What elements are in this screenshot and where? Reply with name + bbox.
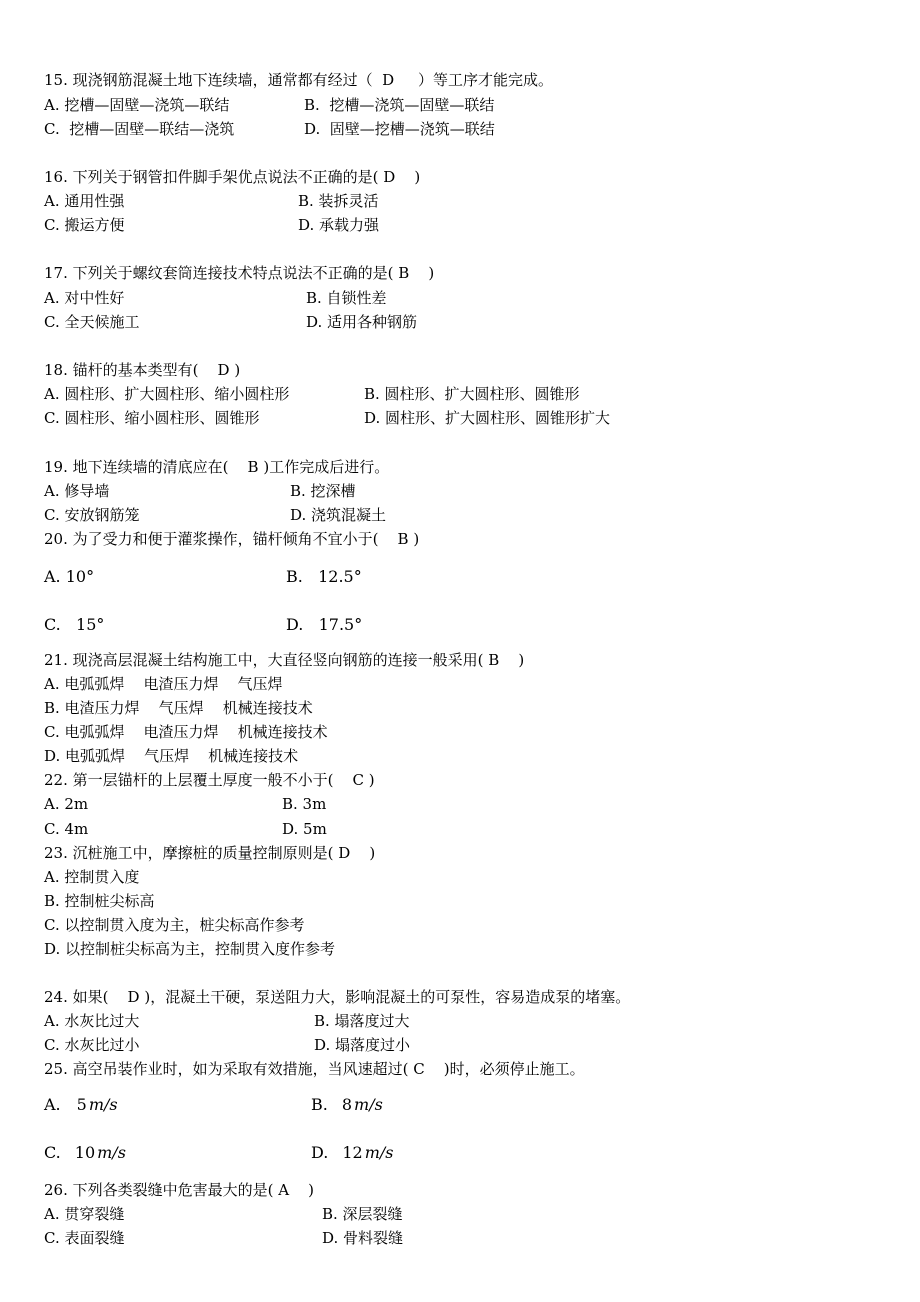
question-15-option-d: D. 固壁—挖槽—浇筑—联结 — [304, 120, 495, 138]
question-21-option-b: B. 电渣压力焊 气压焊 机械连接技术 — [44, 699, 313, 717]
option-b-letter: B. — [311, 1095, 328, 1114]
option-d-unit: m/s — [364, 1143, 394, 1162]
question-19-stem: 19. 地下连续墙的清底应在( B )工作完成后进行。 — [44, 458, 390, 476]
question-20-option-a: A. 10° — [44, 567, 95, 586]
question-16-option-a: A. 通用性强 — [44, 192, 125, 210]
question-20-option-b: B. 12.5° — [286, 567, 362, 586]
question-22-option-d: D. 5m — [282, 820, 327, 838]
question-25-option-b — [311, 1096, 383, 1114]
question-23-option-b: B. 控制桩尖标高 — [44, 892, 155, 910]
question-17-option-b: B. 自锁性差 — [306, 289, 387, 307]
question-25-option-a — [44, 1096, 118, 1114]
question-20-option-d: D. 17.5° — [286, 615, 363, 634]
question-15-option-b: B. 挖槽—浇筑—固壁—联结 — [304, 96, 495, 114]
question-23-option-c: C. 以控制贯入度为主，桩尖标高作参考 — [44, 916, 305, 934]
option-a-letter: A. — [44, 1095, 61, 1114]
question-22-option-a: A. 2m — [44, 795, 89, 813]
option-c-letter: C. — [44, 1143, 61, 1162]
question-26-option-c: C. 表面裂缝 — [44, 1229, 125, 1247]
question-21-option-c: C. 电弧弧焊 电渣压力焊 机械连接技术 — [44, 723, 328, 741]
option-a-unit: m/s — [88, 1095, 118, 1114]
question-22-option-b: B. 3m — [282, 795, 327, 813]
question-15-stem: 15. 现浇钢筋混凝土地下连续墙，通常都有经过（ D ）等工序才能完成。 — [44, 71, 554, 89]
option-b-value: 8 — [341, 1095, 353, 1114]
question-25-option-d — [311, 1144, 393, 1162]
question-25-option-c — [44, 1144, 126, 1162]
question-25-stem: 25. 高空吊装作业时，如为采取有效措施，当风速超过( C )时，必须停止施工。 — [44, 1060, 585, 1078]
question-18-stem: 18. 锚杆的基本类型有( D ) — [44, 361, 241, 379]
question-21-option-a: A. 电弧弧焊 电渣压力焊 气压焊 — [44, 675, 283, 693]
question-16-option-b: B. 装拆灵活 — [298, 192, 379, 210]
question-18-option-c: C. 圆柱形、缩小圆柱形、圆锥形 — [44, 409, 260, 427]
question-17-option-d: D. 适用各种钢筋 — [306, 313, 418, 331]
option-a-value: 5 — [76, 1095, 87, 1114]
question-24-option-b: B. 塌落度过大 — [314, 1012, 410, 1030]
question-16-stem: 16. 下列关于钢管扣件脚手架优点说法不正确的是( D ) — [44, 168, 421, 186]
question-22-option-c: C. 4m — [44, 820, 89, 838]
question-19-option-a: A. 修导墙 — [44, 482, 110, 500]
question-16-option-d: D. 承载力强 — [298, 216, 380, 234]
question-17-option-c: C. 全天候施工 — [44, 313, 140, 331]
question-21-option-d: D. 电弧弧焊 气压焊 机械连接技术 — [44, 747, 299, 765]
question-26-option-a: A. 贯穿裂缝 — [44, 1205, 125, 1223]
option-c-unit: m/s — [97, 1143, 126, 1162]
question-17-stem: 17. 下列关于螺纹套筒连接技术特点说法不正确的是( B ) — [44, 264, 435, 282]
question-16-option-c: C. 搬运方便 — [44, 216, 125, 234]
question-24-stem: 24. 如果( D )，混凝土干硬，泵送阻力大，影响混凝土的可泵性，容易造成泵的堵塞。 — [44, 988, 631, 1006]
question-18-option-b: B. 圆柱形、扩大圆柱形、圆锥形 — [364, 385, 580, 403]
question-15-option-c: C. 挖槽—固壁—联结—浇筑 — [44, 120, 235, 138]
option-b-unit: m/s — [354, 1095, 383, 1114]
question-19-option-b: B. 挖深槽 — [290, 482, 356, 500]
question-26-option-b: B. 深层裂缝 — [322, 1205, 403, 1223]
question-19-option-d: D. 浇筑混凝土 — [290, 506, 387, 524]
question-15-option-a: A. 挖槽—固壁—浇筑—联结 — [44, 96, 230, 114]
question-21-stem: 21. 现浇高层混凝土结构施工中，大直径竖向钢筋的连接一般采用( B ) — [44, 651, 525, 669]
question-18-option-d: D. 圆柱形、扩大圆柱形、圆锥形扩大 — [364, 409, 611, 427]
question-26-stem: 26. 下列各类裂缝中危害最大的是( A ) — [44, 1181, 315, 1199]
question-20-stem: 20. 为了受力和便于灌浆操作，锚杆倾角不宜小于( B ) — [44, 530, 420, 548]
question-22-stem: 22. 第一层锚杆的上层覆土厚度一般不小于( C ) — [44, 771, 375, 789]
question-17-option-a: A. 对中性好 — [44, 289, 125, 307]
option-d-letter: D. — [311, 1143, 329, 1162]
option-c-value: 10 — [74, 1143, 96, 1162]
question-23-option-d: D. 以控制桩尖标高为主，控制贯入度作参考 — [44, 940, 336, 958]
question-23-stem: 23. 沉桩施工中，摩擦桩的质量控制原则是( D ) — [44, 844, 376, 862]
question-24-option-c: C. 水灰比过小 — [44, 1036, 140, 1054]
question-19-option-c: C. 安放钢筋笼 — [44, 506, 140, 524]
question-23-option-a: A. 控制贯入度 — [44, 868, 140, 886]
option-d-value: 12 — [342, 1143, 363, 1162]
question-24-option-a: A. 水灰比过大 — [44, 1012, 140, 1030]
question-20-option-c: C. 15° — [44, 615, 105, 634]
question-24-option-d: D. 塌落度过小 — [314, 1036, 411, 1054]
question-18-option-a: A. 圆柱形、扩大圆柱形、缩小圆柱形 — [44, 385, 290, 403]
question-26-option-d: D. 骨料裂缝 — [322, 1229, 404, 1247]
